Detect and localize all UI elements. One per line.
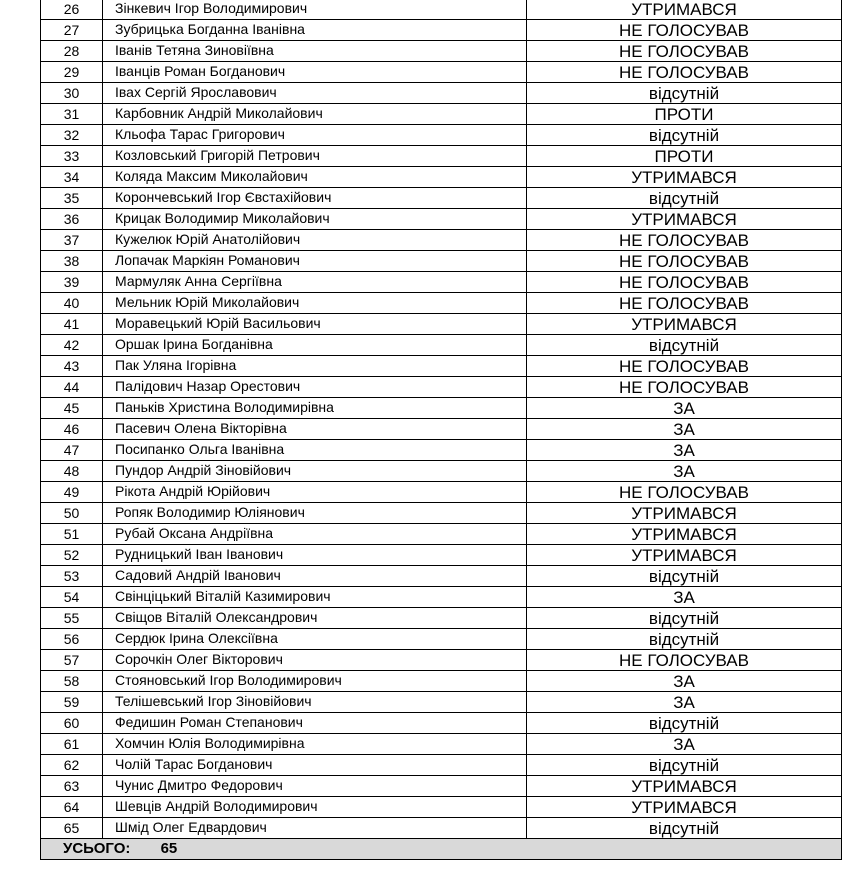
table-row — [41, 104, 842, 125]
deputy-name: Садовий Андрій Іванович — [103, 566, 527, 587]
vote-result: УТРИМАВСЯ — [527, 545, 842, 566]
vote-result: ЗА — [527, 734, 842, 755]
row-number: 61 — [41, 734, 103, 755]
row-number: 43 — [41, 356, 103, 377]
table-row — [41, 797, 842, 818]
deputy-name: Моравецький Юрій Васильович — [103, 314, 527, 335]
vote-result: УТРИМАВСЯ — [527, 797, 842, 818]
row-number: 56 — [41, 629, 103, 650]
row-number: 38 — [41, 251, 103, 272]
row-number: 60 — [41, 713, 103, 734]
voting-results-table — [40, 0, 842, 860]
row-number: 40 — [41, 293, 103, 314]
row-number: 50 — [41, 503, 103, 524]
table-row — [41, 713, 842, 734]
row-number: 51 — [41, 524, 103, 545]
vote-result: відсутній — [527, 125, 842, 146]
row-number: 41 — [41, 314, 103, 335]
deputy-name: Чунис Дмитро Федорович — [103, 776, 527, 797]
row-number: 63 — [41, 776, 103, 797]
total-label: УСЬОГО: — [63, 840, 131, 857]
deputy-name: Ропяк Володимир Юліянович — [103, 503, 527, 524]
vote-result: НЕ ГОЛОСУВАВ — [527, 41, 842, 62]
deputy-name: Паньків Христина Володимирівна — [103, 398, 527, 419]
deputy-name: Іванців Роман Богданович — [103, 62, 527, 83]
table-row — [41, 734, 842, 755]
row-number: 45 — [41, 398, 103, 419]
row-number: 46 — [41, 419, 103, 440]
row-number: 53 — [41, 566, 103, 587]
vote-result: НЕ ГОЛОСУВАВ — [527, 650, 842, 671]
row-number: 30 — [41, 83, 103, 104]
table-row — [41, 566, 842, 587]
deputy-name: Пундор Андрій Зіновійович — [103, 461, 527, 482]
table-row — [41, 440, 842, 461]
table-row — [41, 188, 842, 209]
deputy-name: Кльофа Тарас Григорович — [103, 125, 527, 146]
row-number: 59 — [41, 692, 103, 713]
vote-result: УТРИМАВСЯ — [527, 314, 842, 335]
deputy-name: Чолій Тарас Богданович — [103, 755, 527, 776]
vote-result: відсутній — [527, 629, 842, 650]
vote-result: НЕ ГОЛОСУВАВ — [527, 251, 842, 272]
vote-result: відсутній — [527, 566, 842, 587]
table-row — [41, 293, 842, 314]
table-row — [41, 419, 842, 440]
row-number: 39 — [41, 272, 103, 293]
table-row — [41, 692, 842, 713]
table-row — [41, 20, 842, 41]
vote-result: ЗА — [527, 587, 842, 608]
row-number: 29 — [41, 62, 103, 83]
table-row — [41, 377, 842, 398]
vote-result: НЕ ГОЛОСУВАВ — [527, 62, 842, 83]
vote-result: відсутній — [527, 188, 842, 209]
vote-result: відсутній — [527, 755, 842, 776]
vote-result: УТРИМАВСЯ — [527, 503, 842, 524]
vote-result: УТРИМАВСЯ — [527, 524, 842, 545]
row-number: 52 — [41, 545, 103, 566]
vote-result: НЕ ГОЛОСУВАВ — [527, 20, 842, 41]
table-row — [41, 545, 842, 566]
table-row — [41, 608, 842, 629]
deputy-name: Телішевський Ігор Зіновійович — [103, 692, 527, 713]
vote-result: НЕ ГОЛОСУВАВ — [527, 293, 842, 314]
table-row — [41, 41, 842, 62]
row-number: 35 — [41, 188, 103, 209]
deputy-name: Рікота Андрій Юрійович — [103, 482, 527, 503]
table-row — [41, 755, 842, 776]
vote-result: ЗА — [527, 440, 842, 461]
deputy-name: Козловський Григорій Петрович — [103, 146, 527, 167]
row-number: 62 — [41, 755, 103, 776]
deputy-name: Мармуляк Анна Сергіївна — [103, 272, 527, 293]
table-row — [41, 629, 842, 650]
table-row — [41, 503, 842, 524]
vote-result: НЕ ГОЛОСУВАВ — [527, 356, 842, 377]
row-number: 65 — [41, 818, 103, 839]
deputy-name: Свінціцький Віталій Казимирович — [103, 587, 527, 608]
table-row — [41, 818, 842, 839]
deputy-name: Іванів Тетяна Зиновіївна — [103, 41, 527, 62]
deputy-name: Зінкевич Ігор Володимирович — [103, 0, 527, 20]
table-row — [41, 62, 842, 83]
deputy-name: Шевців Андрій Володимирович — [103, 797, 527, 818]
deputy-name: Федишин Роман Степанович — [103, 713, 527, 734]
vote-result: ПРОТИ — [527, 146, 842, 167]
table-row — [41, 0, 842, 20]
table-row — [41, 398, 842, 419]
table-row — [41, 209, 842, 230]
table-row — [41, 482, 842, 503]
deputy-name: Шмід Олег Едвардович — [103, 818, 527, 839]
row-number: 47 — [41, 440, 103, 461]
table-row — [41, 146, 842, 167]
vote-result: УТРИМАВСЯ — [527, 167, 842, 188]
deputy-name: Пасевич Олена Вікторівна — [103, 419, 527, 440]
deputy-name: Стояновський Ігор Володимирович — [103, 671, 527, 692]
row-number: 32 — [41, 125, 103, 146]
table-row — [41, 671, 842, 692]
table-row — [41, 251, 842, 272]
row-number: 28 — [41, 41, 103, 62]
deputy-name: Сорочкін Олег Вікторович — [103, 650, 527, 671]
deputy-name: Крицак Володимир Миколайович — [103, 209, 527, 230]
deputy-name: Посипанко Ольга Іванівна — [103, 440, 527, 461]
row-number: 57 — [41, 650, 103, 671]
row-number: 58 — [41, 671, 103, 692]
row-number: 27 — [41, 20, 103, 41]
row-number: 49 — [41, 482, 103, 503]
vote-result: НЕ ГОЛОСУВАВ — [527, 377, 842, 398]
vote-result: ЗА — [527, 419, 842, 440]
row-number: 54 — [41, 587, 103, 608]
row-number: 64 — [41, 797, 103, 818]
table-row — [41, 125, 842, 146]
deputy-name: Зубрицька Богданна Іванівна — [103, 20, 527, 41]
deputy-name: Хомчин Юлія Володимирівна — [103, 734, 527, 755]
table-row — [41, 335, 842, 356]
table-row — [41, 776, 842, 797]
vote-result: відсутній — [527, 713, 842, 734]
deputy-name: Коляда Максим Миколайович — [103, 167, 527, 188]
deputy-name: Кужелюк Юрій Анатолійович — [103, 230, 527, 251]
total-row — [41, 839, 842, 860]
table-row — [41, 356, 842, 377]
table-row — [41, 272, 842, 293]
table-row — [41, 461, 842, 482]
deputy-name: Пак Уляна Ігорівна — [103, 356, 527, 377]
vote-result: ЗА — [527, 671, 842, 692]
vote-result: НЕ ГОЛОСУВАВ — [527, 272, 842, 293]
vote-result: УТРИМАВСЯ — [527, 209, 842, 230]
table-row — [41, 230, 842, 251]
row-number: 55 — [41, 608, 103, 629]
vote-result: відсутній — [527, 83, 842, 104]
vote-result: ЗА — [527, 398, 842, 419]
deputy-name: Мельник Юрій Миколайович — [103, 293, 527, 314]
vote-result: УТРИМАВСЯ — [527, 0, 842, 20]
row-number: 37 — [41, 230, 103, 251]
vote-result: НЕ ГОЛОСУВАВ — [527, 482, 842, 503]
deputy-name: Сердюк Ірина Олексіївна — [103, 629, 527, 650]
deputy-name: Карбовник Андрій Миколайович — [103, 104, 527, 125]
deputy-name: Свіщов Віталій Олександрович — [103, 608, 527, 629]
vote-result: УТРИМАВСЯ — [527, 776, 842, 797]
vote-result: відсутній — [527, 335, 842, 356]
deputy-name: Рубай Оксана Андріївна — [103, 524, 527, 545]
row-number: 26 — [41, 0, 103, 20]
total-cell — [41, 839, 842, 860]
row-number: 48 — [41, 461, 103, 482]
row-number: 36 — [41, 209, 103, 230]
vote-result: ЗА — [527, 692, 842, 713]
total-value: 65 — [160, 840, 178, 857]
row-number: 42 — [41, 335, 103, 356]
vote-result: НЕ ГОЛОСУВАВ — [527, 230, 842, 251]
row-number: 33 — [41, 146, 103, 167]
table-row — [41, 650, 842, 671]
table-row — [41, 314, 842, 335]
deputy-name: Оршак Ірина Богданівна — [103, 335, 527, 356]
table-row — [41, 587, 842, 608]
table-row — [41, 524, 842, 545]
table-row — [41, 167, 842, 188]
row-number: 44 — [41, 377, 103, 398]
row-number: 31 — [41, 104, 103, 125]
vote-result: відсутній — [527, 608, 842, 629]
table-row — [41, 83, 842, 104]
deputy-name: Лопачак Маркіян Романович — [103, 251, 527, 272]
deputy-name: Івах Сергій Ярославович — [103, 83, 527, 104]
deputy-name: Рудницький Іван Іванович — [103, 545, 527, 566]
vote-result: ПРОТИ — [527, 104, 842, 125]
vote-result: відсутній — [527, 818, 842, 839]
deputy-name: Палідович Назар Орестович — [103, 377, 527, 398]
voting-rows — [41, 0, 842, 839]
vote-result: ЗА — [527, 461, 842, 482]
row-number: 34 — [41, 167, 103, 188]
deputy-name: Корончевський Ігор Євстахійович — [103, 188, 527, 209]
